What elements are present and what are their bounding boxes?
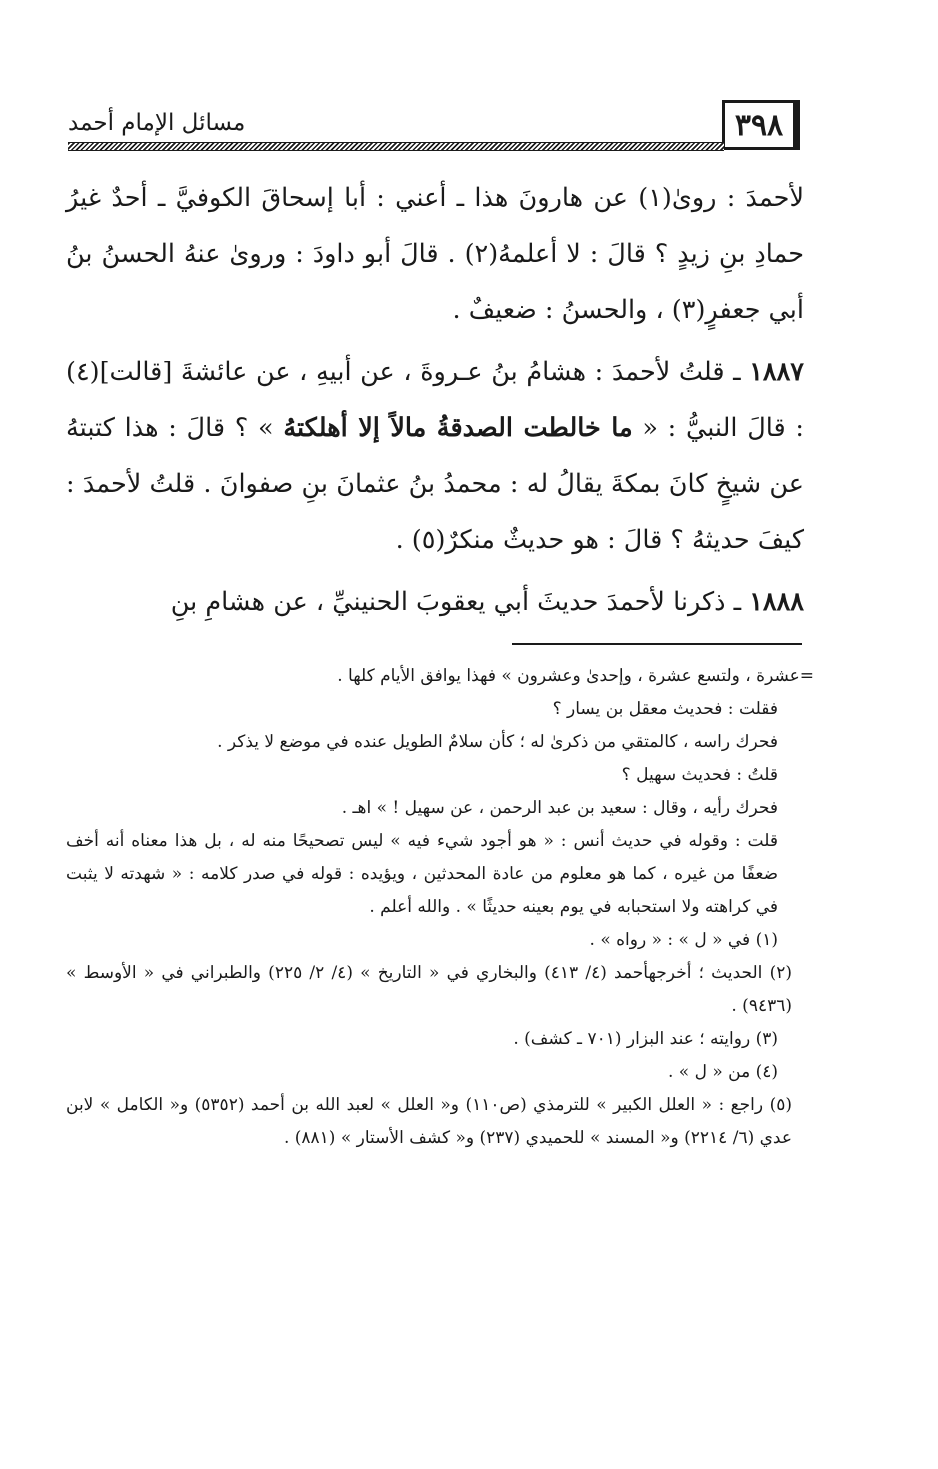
page-number-box bbox=[722, 100, 800, 150]
footnote-2: (٢) الحديث ؛ أخرجهأحمد (٤/ ٤١٣) والبخاري في « التاريخ » (٤/ ٢/ ٢٢٥) والطبراني في « الأوسط » (٩٤٣٦) . bbox=[66, 963, 792, 1016]
footnote-line: قلت : وقوله في حديث أنس : « هو أجود شيء فيه » ليس تصحيحًا منه له ، بل هذا معناه أنه أخف ضعفًا من غيره ، كما هو معلوم من عادة المحدثين ، ويؤيده : قوله في صدر كلامه : « شهدته لا يثبت في كراهته ولا استحبابه في يوم بعينه حديثًا » . والله أعلم . bbox=[66, 831, 778, 917]
footnotes bbox=[66, 660, 814, 1155]
footnote-4: (٤) من « ل » . bbox=[667, 1062, 778, 1082]
page-number: ٣٩٨ bbox=[734, 107, 784, 143]
footnote-1: (١) في « ل » : « رواه » . bbox=[589, 930, 778, 950]
paragraph-continuation: لأحمدَ : روىٰ(١) عن هارونَ هذا ـ أعني : أبا إسحاقَ الكوفيَّ ـ أحدٌ غيرُ حمادِ بنِ زيدٍ ؟ قالَ : لا أعلمهُ(٢) . قالَ أبو داودَ : وروىٰ عنهُ الحسنُ بنُ أبي جعفرٍ(٣) ، والحسنُ : ضعيفٌ . bbox=[66, 183, 805, 325]
footnote-line: =عشرة ، ولتسع عشرة ، وإحدىٰ وعشرون » فهذا يوافق الأيام كلها . bbox=[337, 666, 814, 686]
footnote-line: قلتُ : فحديث سهيل ؟ bbox=[621, 765, 778, 785]
header-rule bbox=[68, 142, 724, 151]
paragraph-text: » ؟ قالَ : هذا كتبتهُ عن شيخٍ كانَ بمكةَ يقالُ له : محمدُ بنُ عثمانَ بنِ صفوانَ . قلتُ لأحمدَ : كيفَ حديثهُ ؟ قالَ : هو حديثٌ منكرٌ(٥) . bbox=[66, 413, 804, 555]
footnote-line: فحرك رأيه ، وقال : سعيد بن عبد الرحمن ، عن سهيل ! » اهـ . bbox=[341, 798, 778, 818]
paragraph-text: ـ ذكرنا لأحمدَ حديثَ أبي يعقوبَ الحنينيِّ ، عن هشامِ بنِ bbox=[170, 587, 750, 617]
footnote-line: فحرك راسه ، كالمتقي من ذكرىٰ له ؛ كأن سلامٌ الطويل عنده في موضع لا يذكر . bbox=[217, 732, 778, 752]
footnote-3: (٣) روايته ؛ عند البزار (٧٠١ ـ كشف) . bbox=[513, 1029, 778, 1049]
issue-number: ١٨٨٨ bbox=[749, 587, 804, 617]
footnote-line: فقلت : فحديث معقل بن يسار ؟ bbox=[552, 699, 778, 719]
main-text bbox=[66, 170, 804, 630]
paragraph-1887 bbox=[66, 344, 804, 568]
paragraph-text: ـ قلتُ لأحمدَ : هشامُ بنُ عـروةَ ، عن أبيهِ ، عن عائشةَ [قالت](٤) : قالَ النبيُّ : « bbox=[66, 357, 804, 443]
hadith-text: ما خالطت الصدقةُ مالاً إلا أهلكتهُ bbox=[283, 413, 633, 443]
issue-number: ١٨٨٧ bbox=[749, 357, 804, 387]
paragraph-1888 bbox=[66, 574, 804, 630]
footnote-separator bbox=[512, 643, 802, 645]
running-header-title: مسائل الإمام أحمد bbox=[68, 110, 246, 136]
footnote-5: (٥) راجع : « العلل الكبير » للترمذي (ص١١٠) و« العلل » لعبد الله بن أحمد (٥٣٥٢) و« الكامل » لابن عدي (٦/ ٢٢١٤) و« المسند » للحميدي (٢٣٧) و« كشف الأستار » (٨٨١) . bbox=[66, 1095, 792, 1148]
